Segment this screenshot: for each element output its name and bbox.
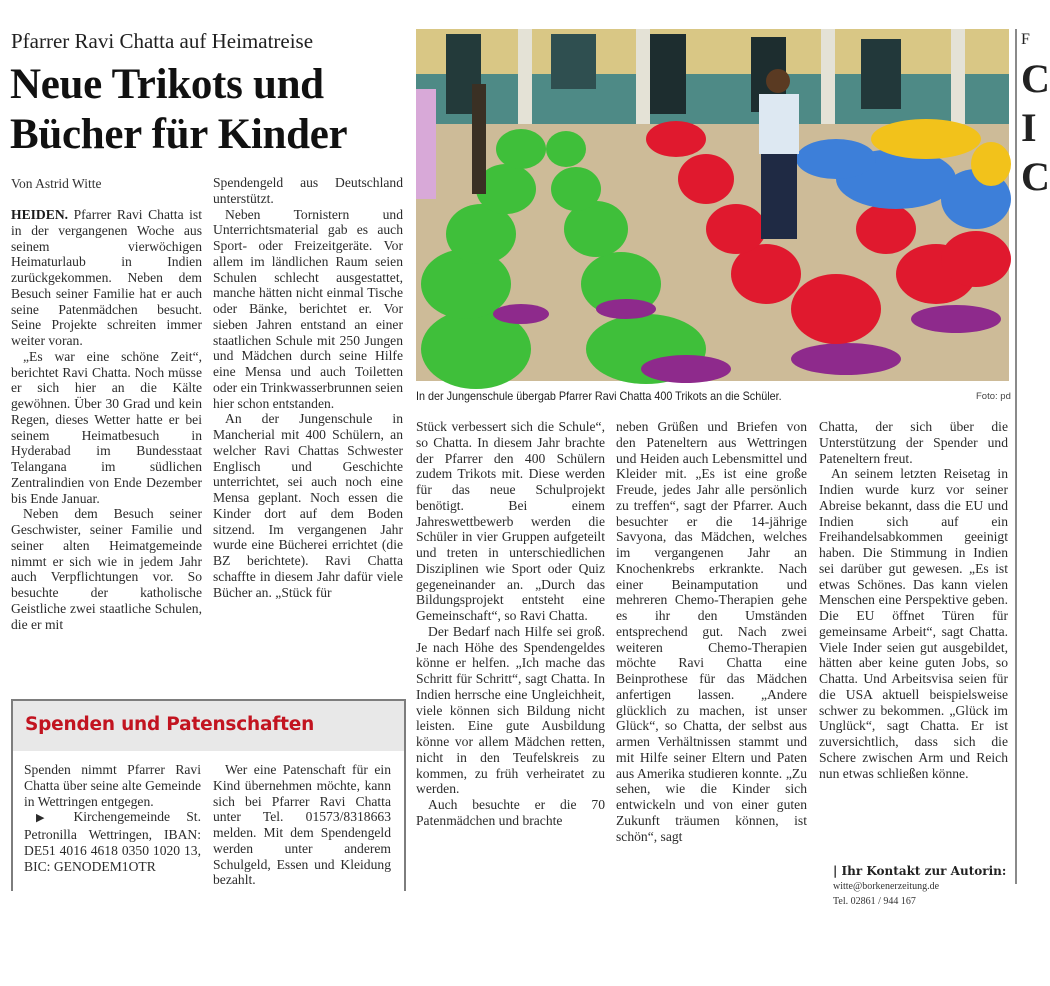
paragraph: Spenden nimmt Pfarrer Ravi Chatta über seine alte Gemeinde in Wettringen entgegen. (24, 762, 201, 809)
infobox-column-1 (24, 762, 201, 874)
paragraph: Neben dem Besuch seiner Geschwister, seiner Familie und seiner alten Heimatgemeinde nimmt er sich wie in jedem Jahr auch Verpflichtungen vor. So besuchte der katholische Geistliche zwei staatliche Schulen, die er mit (11, 506, 202, 632)
article-photo (416, 29, 1009, 381)
article-headline (10, 60, 410, 160)
triangle-right-icon: ▶ (36, 812, 58, 825)
author-contact-label: | Ihr Kontakt zur Autorin: (833, 864, 1007, 878)
paragraph: Chatta, der sich über die Unterstützung der Spender und Pateneltern freut. (819, 419, 1008, 466)
bank-details: Kirchengemeinde St. Petronilla Wettringen, IBAN: DE51 4016 4618 0350 1020 13, BIC: GENODEM1OTR (24, 809, 201, 874)
wooden-pole (472, 84, 486, 194)
paragraph: An der Jungenschule in Mancherial mit 400 Schülern, an welcher Ravi Chattas Schwester Englisch und Geschichte unterrichtet, sei auch noch eine Mensa geplant. Noch essen die Kinder dort auf dem Boden sitzend. Im vergangenen Jahr wurde eine Bücherei errichtet (die BZ berichtete). Ravi Chatta schaffte in diesem Jahr dafür viele Bücher an. „Stück für (213, 411, 403, 600)
next-article-edge (1021, 29, 1050, 889)
paragraph: Stück verbessert sich die Schule“, so Chatta. In diesem Jahr brachte der Pfarrer den 400 Schülern zudem Trikots mit. Diese werden für das neue Schulprojekt benötigt. Bei einem Jahreswettbewerb werden die Schüler in vier Gruppen aufgeteilt und treten in unterschiedlichen Disziplinen wie Sport oder Quiz gegeneinander an. „Durch das Bildungsprojekt entsteht eine Gemeinschaft“, so Ravi Chatta. (416, 419, 605, 623)
paragraph: Der Bedarf nach Hilfe sei groß. Je nach Höhe des Spendengeldes könne er helfen. „Ich mache das Schritt für Schritt“, sagt Chatta. In Indien herrsche eine Ungleichheit, viele können sich Bildung nicht leisten. Eine gute Ausbildung könne vor allem Mädchen retten, nicht in den Teufelskreis zu kommen, zu früh verheiratet zu werden. (416, 623, 605, 797)
photo-credit: Foto: pd (976, 391, 1011, 402)
paragraph (24, 809, 201, 874)
article-column-4 (616, 419, 807, 844)
paragraph: An seinem letzten Reisetag in Indien wurde kurz vor seiner Abreise bekannt, dass die EU und Indien sich auf ein Freihandelsabkommen geeinigt haben. Die Stimmung in Indien sei darüber gut gewesen. „Es ist etwas Schönes. Das kann vielen Menschen eine Perspektive geben. Die EU öffnet Türen für gemeinsame Arbeit“, sagt Chatta. Viele Inder seien gut ausgebildet, hätten aber keine guten Jobs, so Chatta. Und Arbeitsvisa seien für die USA aktuell beispielsweise schwer zu bekommen. „Glück im Unglück“, sagt Chatta. Er ist zuversichtlich, dass sich die Schere zwischen Arm und Reich nun etwas schließen könne. (819, 466, 1008, 781)
edge-letter: C (1021, 56, 1050, 101)
paragraph-text: Pfarrer Ravi Chatta ist in der vergangenen Woche aus seinem vierwöchigen Heimaturlaub in Indien zurückgekommen. Neben dem Besuch seiner Familie hat er auch seine Patenmädchen besucht. Seine Projekte schreiten immer weiter voran. (11, 207, 202, 348)
author-phone: Tel. 02861 / 944 167 (833, 896, 916, 907)
dateline: HEIDEN. (11, 207, 69, 222)
author-email-link[interactable]: witte@borkenerzeitung.de (833, 881, 940, 892)
paragraph: Auch besuchte er die 70 Patenmädchen und brachte (416, 797, 605, 828)
article-column-3 (416, 419, 605, 829)
article-column-5 (819, 419, 1008, 781)
infobox-title: Spenden und Patenschaften (25, 714, 315, 735)
headline-line-2: Bücher für Kinder (10, 111, 348, 158)
photo-school-children (416, 29, 1009, 381)
paragraph (11, 207, 202, 349)
edge-letter: F (1021, 31, 1030, 48)
paragraph: Spendengeld aus Deutschland unterstützt. (213, 175, 403, 206)
article-column-1 (11, 207, 202, 632)
article-byline: Von Astrid Witte (11, 176, 102, 191)
paragraph: Wer eine Patenschaft für ein Kind übernehmen möchte, kann sich bei Pfarrer Ravi Chatta unter Tel. 01573/8318663 melden. Mit dem Spendengeld werden unter anderem Schulgeld, Essen und Kleidung bezahlt. (213, 762, 391, 888)
infobox-header (13, 701, 404, 751)
paragraph: neben Grüßen und Briefen von den Pateneltern aus Wettringen und Heiden auch Lebensmittel und Kleider mit. „Es ist eine große Freude, jedes Jahr alle persönlich zu treffen“, sagt der Pfarrer. Auch besuchter er die 14-jährige Savyona, das Mädchen, welches im vergangenen Jahr an Knochenkrebs erkrankte. Nach einer Beinamputation und mehreren Chemo-Therapien gehe es ihr den Umständen entsprechend gut. Nach zwei weiteren Chemo-Therapien möchte Ravi Chatta eine Beinprothese für das Mädchen anfertigen lassen. „Andere glücklich zu machen, ist unser Glück“, so Chatta, der selbst aus armen Verhältnissen stammt und mit Hilfe seiner Eltern und Paten aus Amerika studieren konnte. „Zu sehen, wie die Kinder sich entwickeln und von einer guten Zukunft träumen können, ist schön“, sagt (616, 419, 807, 844)
article-kicker: Pfarrer Ravi Chatta auf Heimatreise (11, 29, 314, 53)
woman-in-saree (416, 89, 436, 199)
paragraph: Neben Tornistern und Unterrichtsmaterial gab es auch Sport- oder Freizeitgeräte. Vor allem im ländlichen Raum seien Schulen schlecht ausgestattet, manche hätten nicht einmal Tische oder Bänke, berichtet er. Vor sieben Jahren entstand an einer staatlichen Schule mit 250 Jungen und Mädchen durch seine Hilfe eine Mensa und auch Toiletten oder ein Trinkwasserbrunnen seien hier schon entstanden. (213, 206, 403, 411)
priest-standing (759, 69, 799, 239)
edge-letter: I (1021, 105, 1037, 150)
photo-caption: In der Jungenschule übergab Pfarrer Ravi Chatta 400 Trikots an die Schüler. (416, 389, 782, 403)
paragraph: „Es war eine schöne Zeit“, berichtet Ravi Chatta. Noch müsse er sich hier an die Kälte gewöhnen. Über 30 Grad und kein Regen, dieses Wetter hatte er bei seinem Heimatbesuch in Hyderabad im Bundesstaat Telangana im südlichen Zentralindien von Ende Dezember bis Ende Januar. (11, 348, 202, 506)
edge-letter: C (1021, 154, 1050, 199)
column-divider (1015, 29, 1017, 884)
article-column-2 (213, 175, 403, 600)
infobox-column-2 (213, 762, 391, 888)
headline-line-1: Neue Trikots und (10, 61, 324, 108)
